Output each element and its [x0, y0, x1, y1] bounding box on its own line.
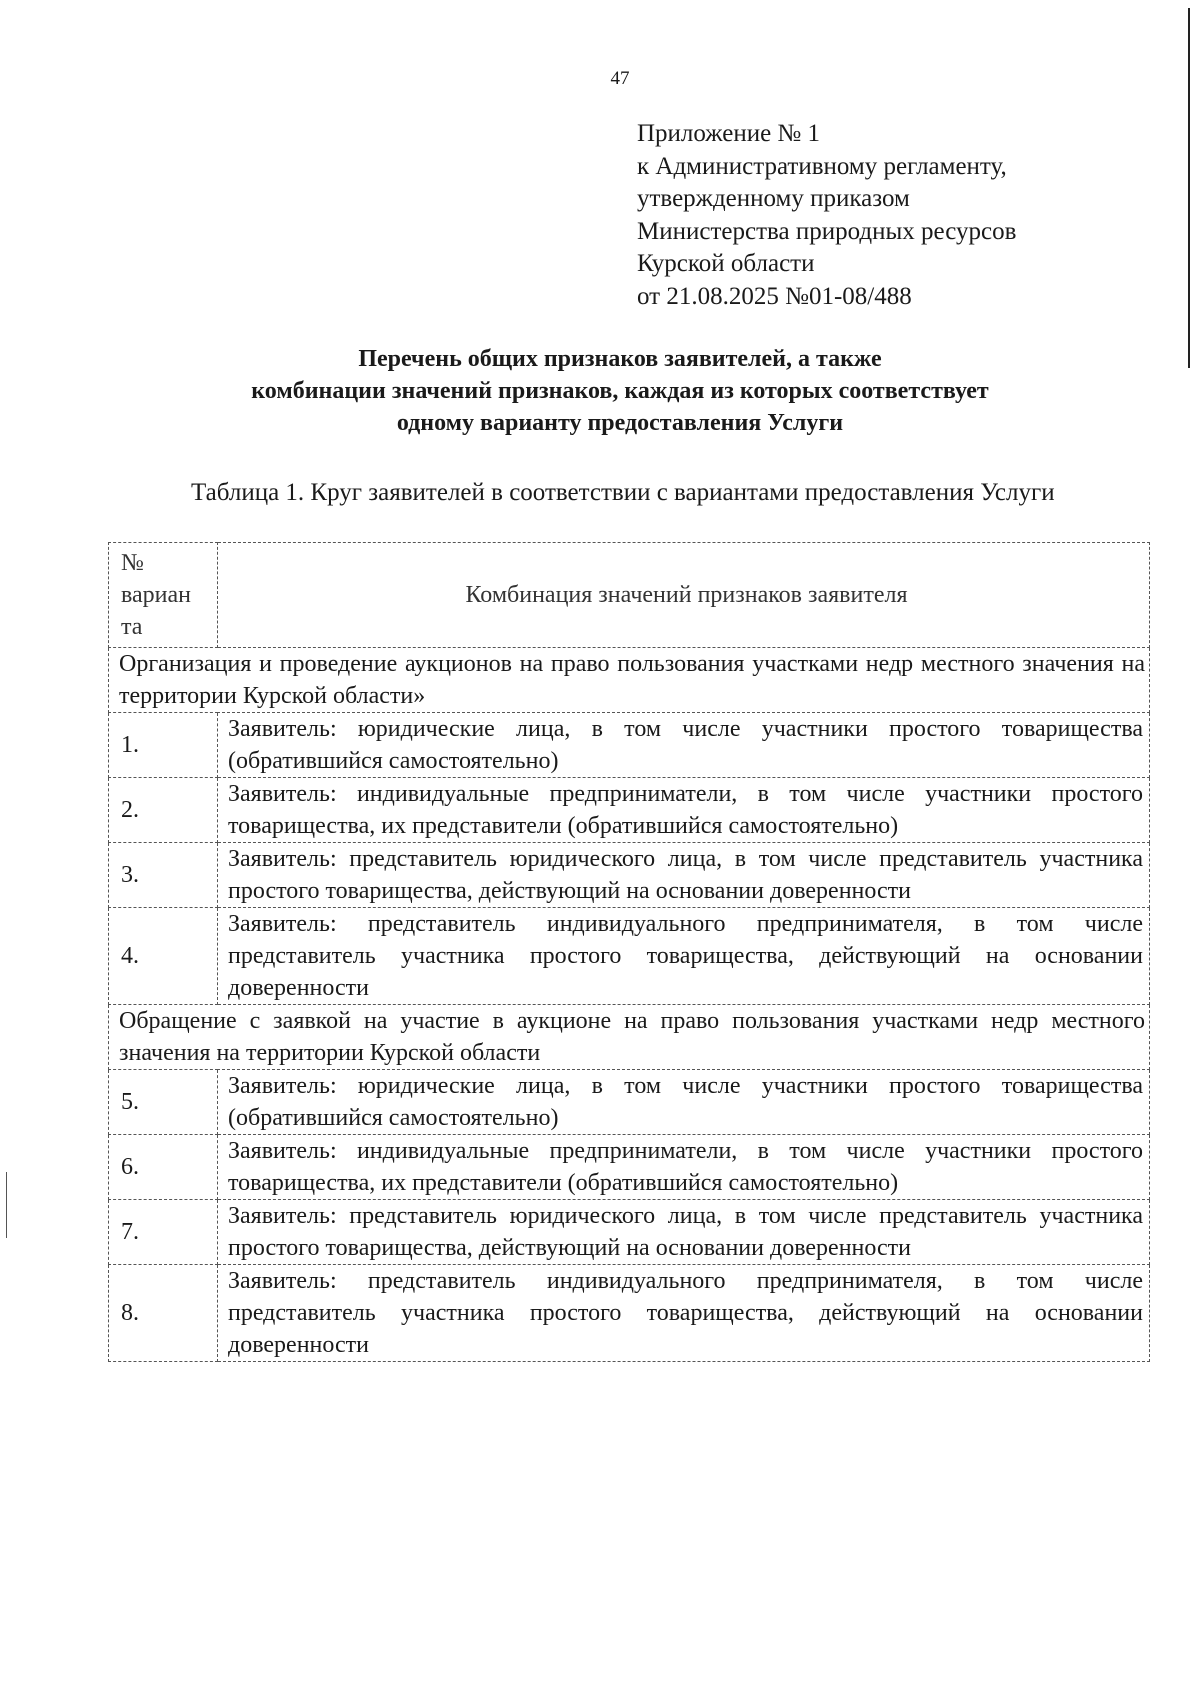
table-row — [109, 843, 1150, 908]
variant-text: Заявитель: индивидуальные предприниматели, в том числе участники простого товарищества, их представители (обратившийся самостоятельно) — [218, 1135, 1150, 1200]
header-combination: Комбинация значений признаков заявителя — [218, 543, 1150, 648]
variant-text: Заявитель: представитель индивидуального предпринимателя, в том числе представитель участника простого товарищества, действующий на основании доверенности — [218, 908, 1150, 1005]
header-num-line: та — [121, 614, 143, 640]
title-line: комбинации значений признаков, каждая из которых соответствует — [251, 378, 989, 404]
appendix-line: от 21.08.2025 №01-08/488 — [637, 282, 912, 310]
variant-number: 3. — [109, 843, 218, 908]
table-row — [109, 908, 1150, 1005]
appendix-line: Курской области — [637, 250, 815, 277]
variant-text: Заявитель: представитель юридического лица, в том числе представитель участника простого товарищества, действующий на основании доверенности — [218, 1200, 1150, 1265]
header-num-line: вариан — [121, 582, 192, 608]
variant-number: 8. — [109, 1265, 218, 1362]
title-line: одному варианту предоставления Услуги — [396, 410, 844, 436]
variant-text: Заявитель: представитель индивидуального предпринимателя, в том числе представитель участника простого товарищества, действующий на основании доверенности — [218, 1265, 1150, 1362]
scan-margin-mark — [6, 1172, 7, 1238]
section-title: Организация и проведение аукционов на право пользования участками недр местного значения на территории Курской области» — [109, 648, 1150, 713]
variant-text: Заявитель: юридические лица, в том числе участники простого товарищества (обратившийся самостоятельно) — [218, 1070, 1150, 1135]
scan-edge-line — [1188, 8, 1190, 368]
variant-number: 4. — [109, 908, 218, 1005]
variant-number: 7. — [109, 1200, 218, 1265]
appendix-line: Приложение № 1 — [637, 120, 821, 147]
table-row — [109, 1265, 1150, 1362]
table-row — [109, 1200, 1150, 1265]
title-line: Перечень общих признаков заявителей, а также — [358, 346, 882, 372]
header-variant-number — [109, 543, 218, 648]
variant-number: 2. — [109, 778, 218, 843]
appendix-line: утвержденному приказом — [637, 185, 910, 212]
document-title — [120, 343, 1120, 439]
variant-number: 5. — [109, 1070, 218, 1135]
variant-text: Заявитель: индивидуальные предприниматели, в том числе участники простого товарищества, их представители (обратившийся самостоятельно) — [218, 778, 1150, 843]
table-caption: Таблица 1. Круг заявителей в соответствии с вариантами предоставления Услуги — [191, 479, 1055, 506]
table-header-row — [109, 543, 1150, 648]
appendix-line: Министерства природных ресурсов — [637, 217, 1017, 245]
table-row — [109, 1135, 1150, 1200]
appendix-line: к Административному регламенту, — [637, 152, 1007, 180]
applicants-table — [108, 542, 1150, 1362]
appendix-block — [637, 118, 1016, 313]
table-row — [109, 1070, 1150, 1135]
header-num-line: № — [121, 550, 144, 576]
page-number: 47 — [610, 68, 630, 89]
variant-text: Заявитель: юридические лица, в том числе участники простого товарищества (обратившийся самостоятельно) — [218, 713, 1150, 778]
section-row — [109, 648, 1150, 713]
variant-number: 6. — [109, 1135, 218, 1200]
variant-text: Заявитель: представитель юридического лица, в том числе представитель участника простого товарищества, действующий на основании доверенности — [218, 843, 1150, 908]
variant-number: 1. — [109, 713, 218, 778]
table-row — [109, 778, 1150, 843]
section-title: Обращение с заявкой на участие в аукционе на право пользования участками недр местного значения на территории Курской области — [109, 1005, 1150, 1070]
table-row — [109, 713, 1150, 778]
section-row — [109, 1005, 1150, 1070]
